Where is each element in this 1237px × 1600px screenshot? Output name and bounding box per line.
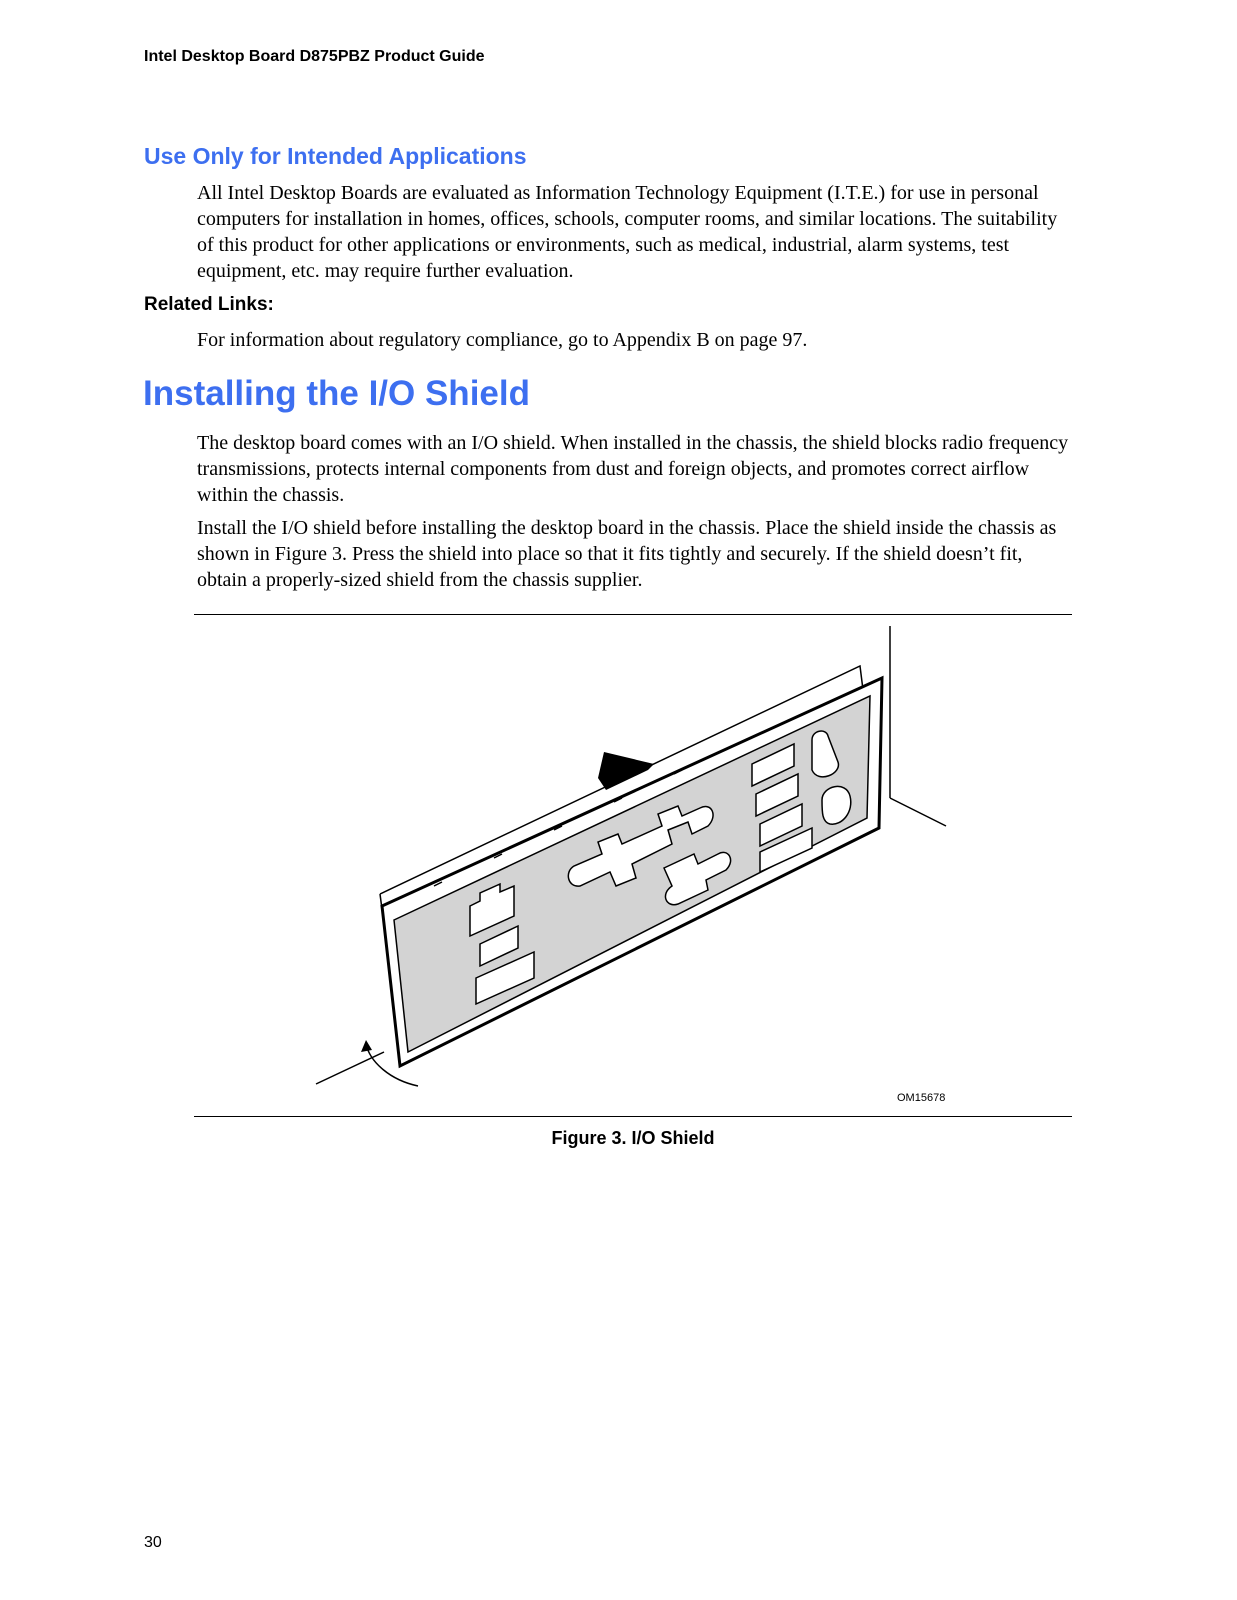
figure-caption: Figure 3. I/O Shield <box>551 1128 715 1148</box>
intended-applications-body: All Intel Desktop Boards are evaluated as Information Technology Equipment (I.T.E.) for use in personal computers for installation in homes, offices, schools, computer rooms, and similar locations. The suitability of this product for other applications or environments, such as medical, industrial, alarm systems, test equipment, etc. may require further evaluation. <box>197 182 1058 282</box>
figure-top-rule <box>194 614 1072 615</box>
section-heading-intended-applications: Use Only for Intended Applications <box>144 143 527 169</box>
running-header: Intel Desktop Board D875PBZ Product Guide <box>144 48 485 65</box>
io-shield-illustration <box>194 616 1072 1114</box>
section-heading-io-shield: Installing the I/O Shield <box>143 374 530 413</box>
figure-bottom-rule <box>194 1116 1072 1117</box>
related-links-body: For information about regulatory compliance, go to Appendix B on page 97. <box>197 329 808 351</box>
chassis-floor-edge <box>890 798 946 826</box>
io-shield-paragraph-1: The desktop board comes with an I/O shield. When installed in the chassis, the shield blocks radio frequency transmissions, protects internal components from dust and foreign objects, and promotes correct airflow within the chassis. <box>197 432 1069 506</box>
page-number: 30 <box>144 1534 162 1551</box>
chassis-lower-edge <box>316 1052 384 1084</box>
illustration-id: OM15678 <box>897 1092 946 1104</box>
related-links-heading: Related Links: <box>144 294 274 315</box>
io-shield-paragraph-2: Install the I/O shield before installing the desktop board in the chassis. Place the shield inside the chassis as shown in Figure 3. Press the shield into place so that it fits tightly and securely. If the shield doesn’t fit, obtain a properly-sized shield from the chassis supplier. <box>197 517 1057 591</box>
